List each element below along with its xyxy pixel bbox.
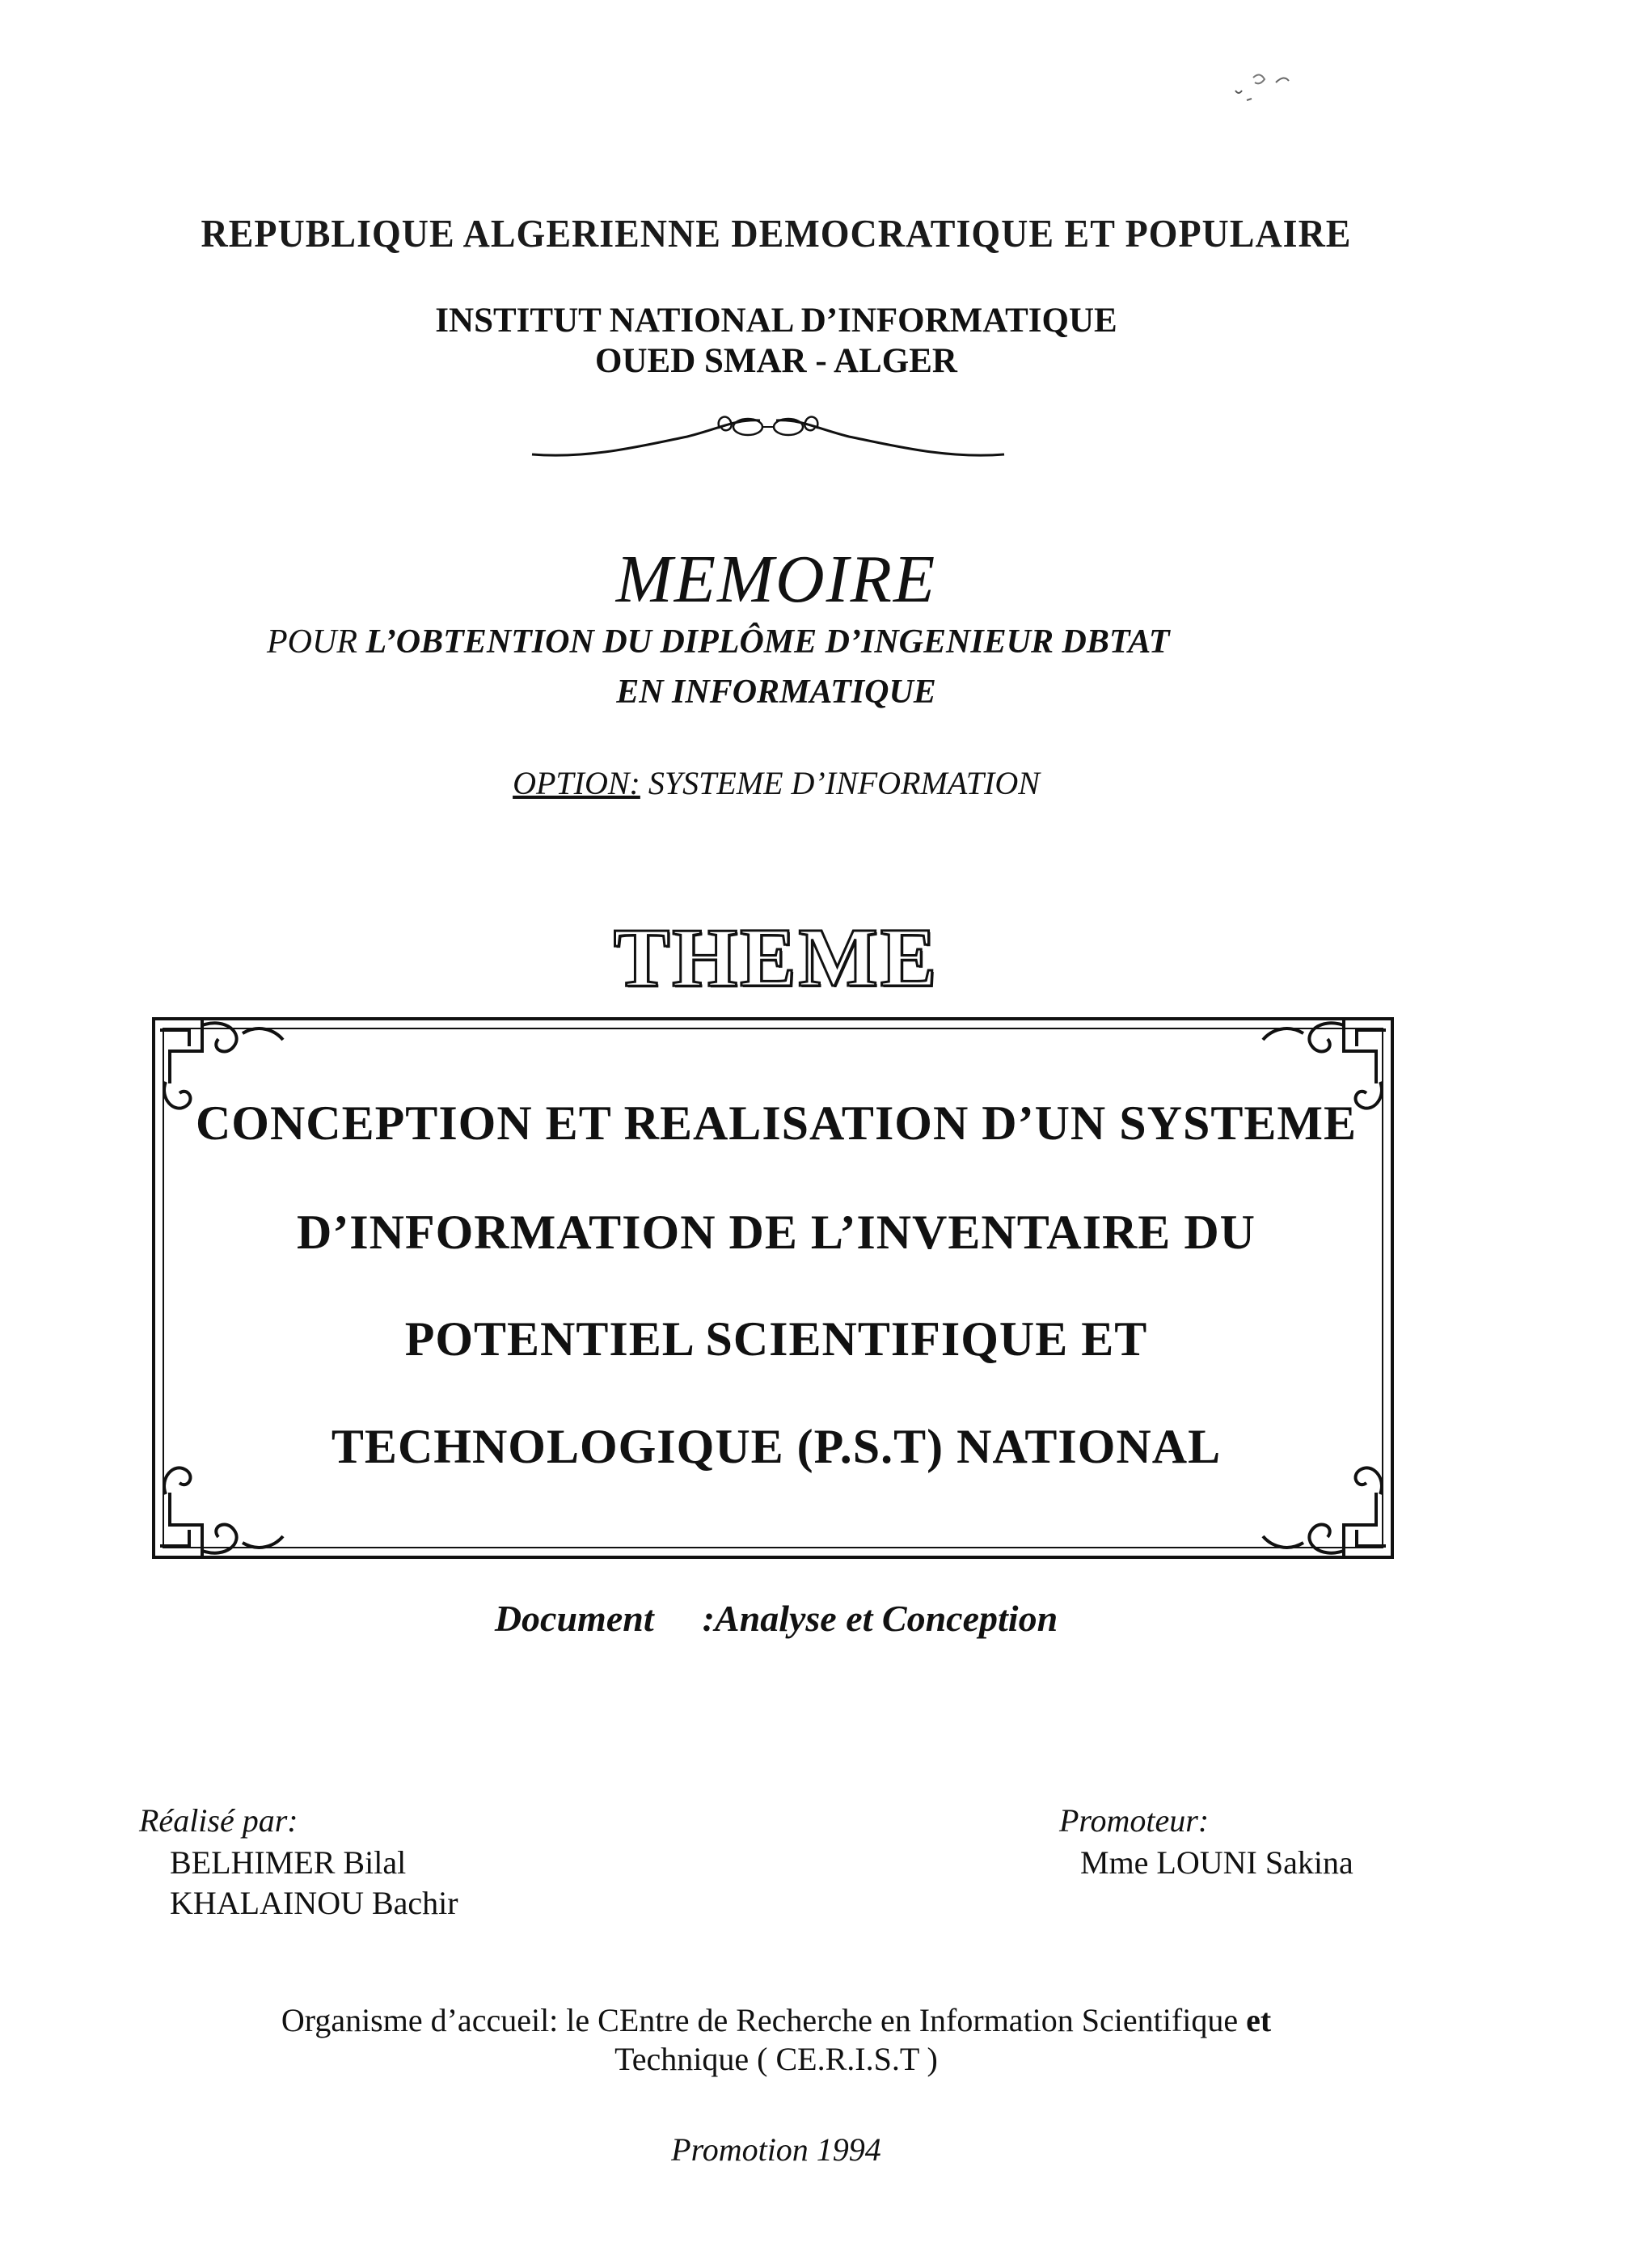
institute-name: INSTITUT NATIONAL D’INFORMATIQUE <box>435 302 1117 340</box>
option-label: OPTION: <box>513 765 640 801</box>
host-organisation-line-2: Technique ( CE.R.I.S.T ) <box>614 2041 938 2077</box>
host-organisation-line-1 <box>0 2001 1552 2039</box>
diploma-purpose-line-2: EN INFORMATIQUE <box>616 674 936 711</box>
theme-line-4: TECHNOLOGIQUE (P.S.T) NATIONAL <box>331 1420 1222 1473</box>
theme-frame <box>146 1009 1400 1567</box>
supervisor-label: Promoteur: <box>1059 1802 1210 1839</box>
diploma-purpose-line-1 <box>267 623 1170 661</box>
theme-line-3: POTENTIEL SCIENTIFIQUE ET <box>404 1312 1148 1366</box>
author-name-2: KHALAINOU Bachir <box>170 1885 458 1921</box>
document-label: Document <box>494 1598 654 1639</box>
memoire-title: MEMOIRE <box>615 542 937 617</box>
swirl-ornament <box>526 396 1011 469</box>
scan-mark <box>1229 66 1326 107</box>
author-name-1: BELHIMER Bilal <box>170 1844 407 1881</box>
theme-line-2: D’INFORMATION DE L’INVENTAIRE DU <box>297 1206 1256 1259</box>
option-value: SYSTEME D’INFORMATION <box>648 765 1040 801</box>
document-type-line <box>0 1597 1552 1640</box>
purpose-text: L’OBTENTION DU DIPLÔME D’INGENIEUR DBTAT <box>365 623 1170 661</box>
supervisor-name: Mme LOUNI Sakina <box>1080 1844 1353 1881</box>
host-organisation-text: Organisme d’accueil: le CEntre de Recherche en Information Scientifique <box>281 2002 1239 2038</box>
host-organisation-et: et <box>1246 2002 1272 2038</box>
institute-location: OUED SMAR - ALGER <box>595 342 957 380</box>
corner-ornament-bottom-left <box>154 1468 283 1557</box>
theme-line-1: CONCEPTION ET REALISATION D’UN SYSTEME <box>195 1096 1358 1150</box>
authors-label: Réalisé par: <box>139 1802 298 1839</box>
promotion-year: Promotion 1994 <box>671 2131 881 2168</box>
option-line <box>0 764 1552 802</box>
theme-heading: THEME <box>613 911 940 1004</box>
purpose-prefix: POUR <box>267 623 357 661</box>
document-value: :Analyse et Conception <box>702 1598 1058 1639</box>
corner-ornament-bottom-right <box>1263 1468 1392 1557</box>
republic-heading: REPUBLIQUE ALGERIENNE DEMOCRATIQUE ET POPULAIRE <box>201 211 1352 256</box>
